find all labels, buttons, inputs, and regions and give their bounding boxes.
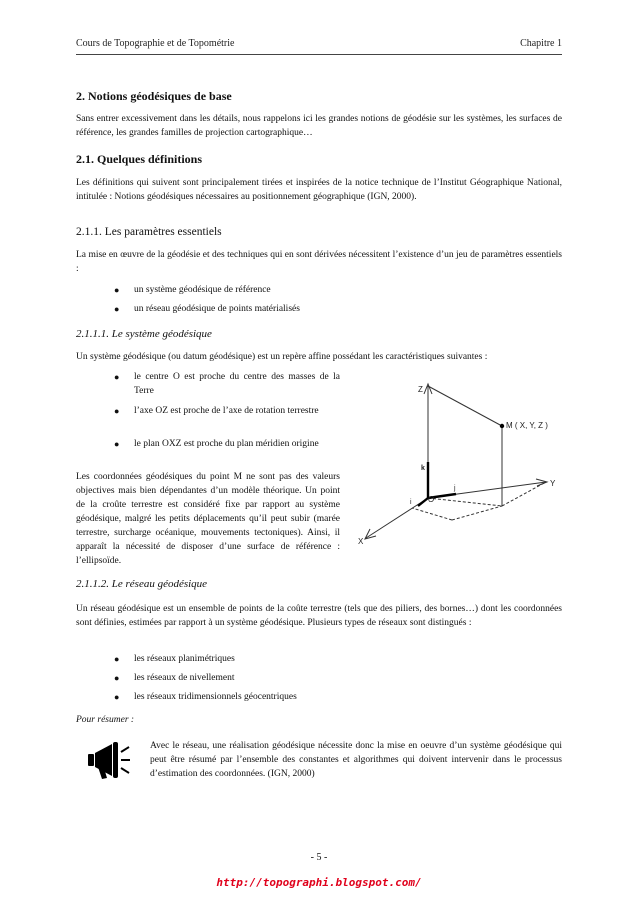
- section-2-1-1-text: La mise en œuvre de la géodésie et des techniques qui en sont dérivées nécessitent l’existence d’un jeu de paramètres essentiels :: [76, 250, 562, 274]
- page-number: - 5 -: [310, 852, 328, 863]
- k-label: k: [421, 465, 425, 472]
- section-2-1-1-1-text: Un système géodésique (ou datum géodésique) est un repère affine possédant les caractéristiques suivantes :: [76, 352, 488, 362]
- point-m: [500, 424, 504, 428]
- section-2-1-1-1-title: 2.1.1.1. Le système géodésique: [76, 328, 212, 340]
- z-label: Z: [418, 385, 423, 394]
- bullet-icon: ●: [114, 406, 120, 416]
- header-course-title: Cours de Topographie et de Topométrie: [76, 38, 235, 49]
- section-2-1-1-2-title: 2.1.1.2. Le réseau géodésique: [76, 578, 208, 590]
- section-2-1-1-1-text2: Les coordonnées géodésiques du point M ne sont pas des valeurs objectives mais bien dépendantes d’un modèle théorique. Un point de la croûte terrestre est considéré fixe par rapport au système géodésique, malgré les petits déplacements qu’il peut subir (marée terrestre, surcharge océanique, mouvements tectoniques). Ainsi, il apparaît la nécessité de disposer d’une surface de référence : l’ellipsoïde.: [76, 472, 340, 566]
- bullet-icon: ●: [114, 692, 120, 702]
- m-label: M ( X, Y, Z ): [506, 421, 548, 430]
- section-2-title: 2. Notions géodésiques de base: [76, 89, 232, 103]
- page-header: [76, 38, 562, 49]
- geodetic-frame-figure: [352, 378, 562, 548]
- x-label: X: [358, 537, 364, 546]
- i-label: i: [410, 499, 412, 506]
- megaphone-icon: [86, 740, 132, 782]
- list-item: ● le plan OXZ est proche du plan méridien origine: [114, 439, 319, 449]
- section-2-1-1-2-text: Un réseau géodésique est un ensemble de points de la coûte terrestre (tels que des piliers, des bornes…) dont les coordonnées sont définies, estimées par rapport à un système géodésique. Plusieurs types de réseaux sont distingués :: [76, 604, 562, 628]
- list-item: ● le centre O est proche du centre des masses de la Terre: [114, 372, 340, 396]
- o-label: O: [428, 495, 435, 504]
- section-2-intro: Sans entrer excessivement dans les détails, nous rappelons ici les grandes notions de géodésie sur les systèmes, les surfaces de référence, les grandes familles de projection cartographique…: [76, 114, 562, 138]
- list-item: ● l’axe OZ est proche de l’axe de rotation terrestre: [114, 406, 319, 416]
- j-label: j: [454, 485, 456, 492]
- y-label: Y: [550, 479, 556, 488]
- bullet-icon: ●: [114, 285, 120, 295]
- bullet-icon: ●: [114, 372, 120, 382]
- bullet-icon: ●: [114, 673, 120, 683]
- section-2-1-text: Les définitions qui suivent sont principalement tirées et inspirées de la notice technique de l’Institut Géographique National, intitulée : Notions géodésiques nécessaires au positionnement géographique (IGN, 2000).: [76, 178, 562, 202]
- i-vector: [418, 498, 428, 506]
- bullet-icon: ●: [114, 439, 120, 449]
- section-2-1-title: 2.1. Quelques définitions: [76, 152, 203, 166]
- summary-label: Pour résumer :: [76, 715, 135, 725]
- summary-text: Avec le réseau, une réalisation géodésique nécessite donc la mise en oeuvre d’un système géodésique qui peut être résumé par l’ensemble des constantes et algorithmes qui doivent intervenir dans le processus d’estimation des coordonnées. (IGN, 2000): [150, 741, 562, 779]
- bullet-icon: ●: [114, 304, 120, 314]
- header-chapter: Chapitre 1: [520, 38, 562, 49]
- section-2-1-1-title: 2.1.1. Les paramètres essentiels: [76, 226, 222, 238]
- header-divider: [76, 54, 562, 55]
- bullet-icon: ●: [114, 654, 120, 664]
- footer-url-link[interactable]: http://topographi.blogspot.com/: [216, 876, 422, 889]
